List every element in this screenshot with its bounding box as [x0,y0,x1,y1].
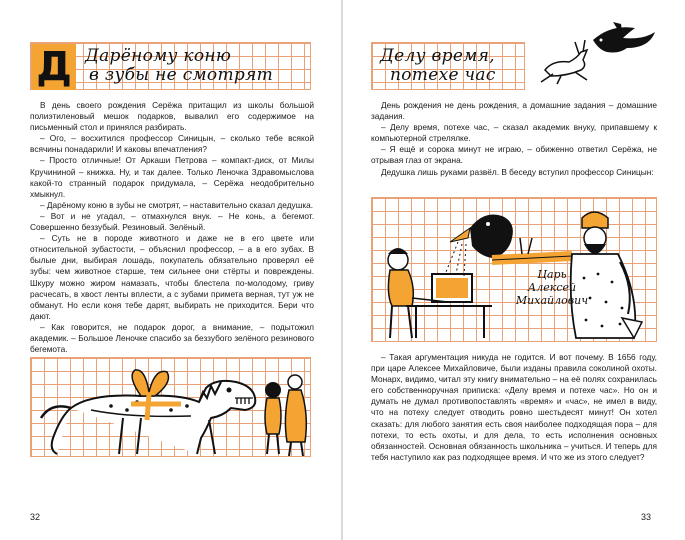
paragraph: – Просто отличные! От Аркаши Петрова – компакт-диск, от Милы Кручининой – книжка. Ну, и так далее. Только Леночка Здравомыслова какой-то странный подарок придумала, – Серёжа неодобрительно хмыкнул. [30,155,314,199]
drop-cap: Д [32,44,76,90]
paragraph: – Дарёному коню в зубы не смотрят, – наставительно сказал дедушка. [40,199,314,210]
paragraph: – Как говорится, не подарок дорог, а внимание, – подытожил академик. – Большое Леночке спасибо за беззубого зелёного резинового бегемота. [30,321,314,355]
left-heading-line2: в зубы не смотрят [89,65,274,85]
horse-drawing-icon [31,358,312,458]
tsar-illustration [371,197,657,342]
left-page [0,0,342,540]
paragraph: – Делу время, потехе час, – сказал академик внуку, припавшему к компьютерной стрелялке. [371,122,657,144]
right-body-text-top [371,100,657,178]
bird-and-hare-icon [531,18,661,88]
right-heading-line1: Делу время, [380,46,495,66]
illustration-caption [512,268,592,307]
paragraph: День рождения не день рождения, а домашние задания – домашние задания. [371,100,657,122]
paragraph: – Я ещё и сорока минут не играю, – обиженно ответил Серёжа, не отрывая глаз от экрана. [371,144,657,166]
left-body-text [30,100,314,355]
paragraph: – Суть не в породе животного и даже не в его цвете или относительной зубастости, – объяснил профессор, – а в его зубах. В былые дни, выбирая лошадь, покупатель обязательно проверял её зубы: чем животное старше, тем сильнее они стёрты и повреждены. Шкуру можно жиром намазать, чтобы блестела по-молодому, гриву расчесать, в хвост ленты вплести, а с зубами примета верная, тут уж не обманут. Но если коня тебе дарят, выбирать не приходится. Бери что дают. [30,233,314,321]
paragraph: В день своего рождения Серёжа притащил из школы большой полиэтиленовый мешок подарков, вывалил его содержимое на письменный стол и принялся разбирать. [30,100,314,133]
page-number-left: 32 [30,512,41,522]
right-heading-line2: потехе час [390,65,496,85]
right-heading-block [371,42,525,90]
right-page [343,0,685,540]
left-heading [85,47,273,85]
caption-line2: Алексей [527,281,577,294]
right-heading [380,47,496,85]
left-heading-line1: Дарёному коню [85,46,232,66]
left-heading-block [30,42,311,90]
right-body-text-bottom [371,352,657,463]
paragraph: Дедушка лишь руками развёл. В беседу вступил профессор Синицын: [381,166,654,177]
page-number-right: 33 [641,512,652,522]
horse-illustration [30,357,311,457]
paragraph: – Такая аргументация никуда не годится. И вот почему. В 1656 году, при царе Алексее Михайловиче, были изданы правила соколиной охоты. Монарх, видимо, читал эту книгу внимательно – на её полях сохранилась его собственноручная приписка: «Делу время и потехе час». Но он и думать не думал противопоставлять «время» и «час», не имел в виду, что на потеху следует отводить ровно шестьдесят минут! Он хотел сказать: для любого занятия есть своя наиболее подходящая пора – для потехи, то есть охоты, и для дела, то есть исполнения основных обязанностей. Основная обязанность школьника – учиться. И теперь для тебя наступило как раз подходящее время. И что же из этого следует? [371,352,657,462]
caption-line1: Царь [537,268,567,281]
paragraph: – Вот и не угадал, – отмахнулся внук. – Не конь, а бегемот. Совершенно беззубый. Резиновый. Зелёный. [30,210,314,233]
paragraph: – Ого, – восхитился профессор Синицын, – сколько тебе всякой всячины понадарили! И каковы впечатления? [30,133,314,155]
caption-line3: Михайлович [515,294,589,307]
